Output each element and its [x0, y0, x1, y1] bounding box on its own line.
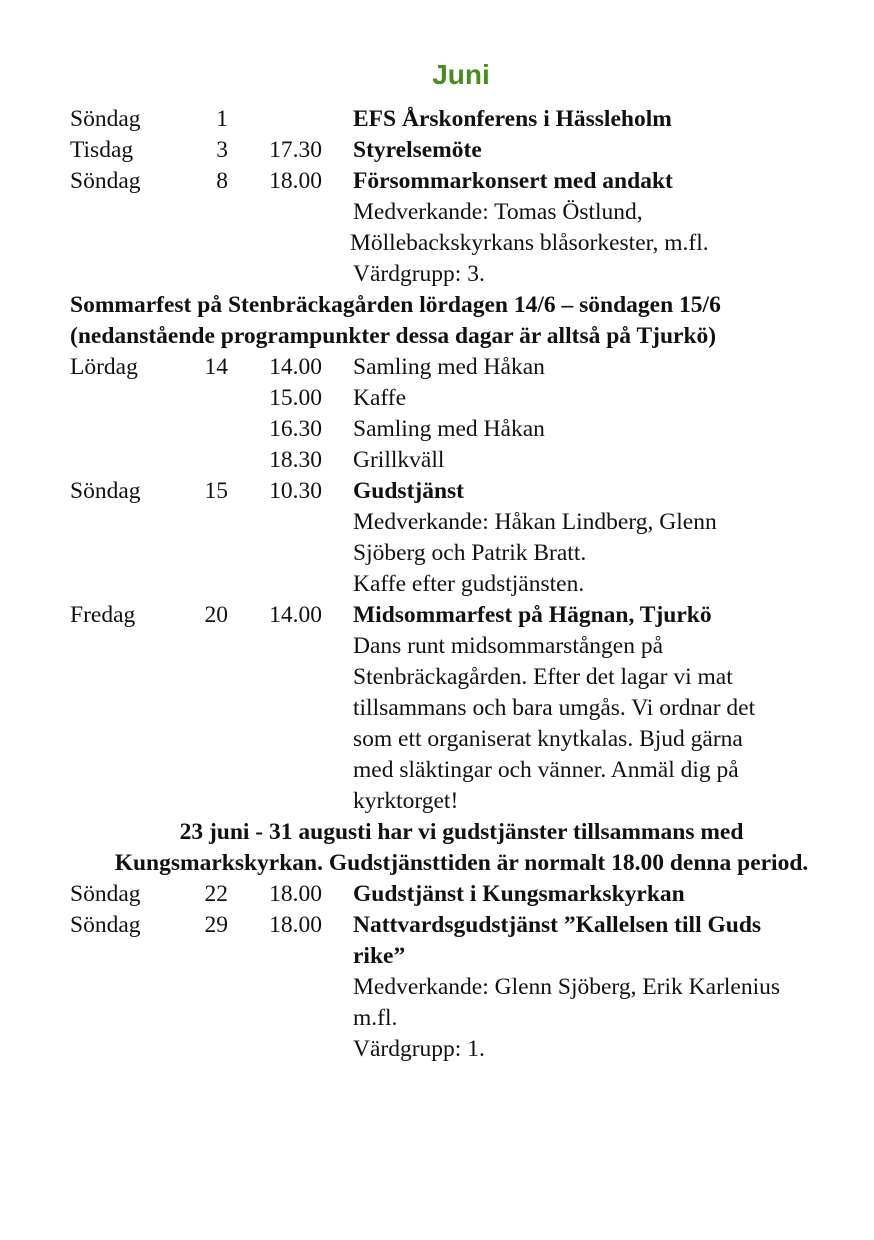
event-day: Tisdag — [70, 137, 134, 163]
event-detail-line: Medverkande: Glenn Sjöberg, Erik Karlenius — [353, 974, 781, 1000]
event-time: 18.00 — [269, 881, 322, 907]
event-row — [70, 879, 860, 910]
event-time: 16.30 — [269, 416, 322, 442]
event-detail-line: Värdgrupp: 1. — [353, 1036, 485, 1062]
event-day: Fredag — [70, 602, 136, 628]
event-row — [70, 476, 860, 600]
event-day: Söndag — [70, 881, 141, 907]
event-title: Gudstjänst i Kungsmarkskyrkan — [353, 881, 685, 907]
event-list — [70, 104, 860, 1065]
notice-line: (nedanstående programpunkter dessa dagar är alltså på Tjurkö) — [70, 323, 717, 349]
event-time: 18.00 — [269, 912, 322, 938]
event-date: 29 — [204, 912, 228, 938]
event-detail-line: Medverkande: Tomas Östlund, — [353, 199, 643, 225]
event-day: Söndag — [70, 912, 141, 938]
notice-sommarfest — [70, 290, 860, 352]
event-title: Styrelsemöte — [353, 137, 482, 163]
event-description — [353, 476, 853, 600]
event-date: 1 — [216, 106, 228, 132]
event-description — [350, 166, 853, 290]
notice-line: 23 juni - 31 augusti har vi gudstjänster tillsammans med — [179, 819, 744, 845]
event-row — [70, 135, 860, 166]
event-time: 14.00 — [269, 602, 322, 628]
event-day: Söndag — [70, 168, 141, 194]
event-description — [353, 414, 853, 445]
event-description — [353, 879, 853, 910]
event-detail-line: Kaffe — [353, 385, 407, 411]
event-title-continued: rike” — [353, 943, 406, 969]
event-date: 8 — [216, 168, 228, 194]
event-detail-line: Medverkande: Håkan Lindberg, Glenn — [353, 509, 717, 535]
event-title: Försommarkonsert med andakt — [353, 168, 673, 194]
event-time: 14.00 — [269, 354, 322, 380]
notice-line: Kungsmarkskyrkan. Gudstjänsttiden är normalt 18.00 denna period. — [114, 850, 809, 876]
event-description — [353, 445, 853, 476]
event-row — [70, 414, 860, 445]
event-title: Midsommarfest på Hägnan, Tjurkö — [353, 602, 712, 628]
event-detail-line: Grillkväll — [353, 447, 445, 473]
event-day: Söndag — [70, 106, 141, 132]
event-description — [353, 104, 853, 135]
event-date: 14 — [204, 354, 228, 380]
event-description — [353, 352, 853, 383]
event-detail-line: m.fl. — [353, 1005, 398, 1031]
event-row — [70, 166, 860, 290]
event-day: Lördag — [70, 354, 138, 380]
event-detail-line: Möllebackskyrkans blåsorkester, m.fl. — [350, 230, 709, 256]
event-time: 10.30 — [269, 478, 322, 504]
event-title: Gudstjänst — [353, 478, 465, 504]
event-time: 15.00 — [269, 385, 322, 411]
event-description — [353, 383, 853, 414]
event-detail-line: Värdgrupp: 3. — [353, 261, 485, 287]
event-time: 18.30 — [269, 447, 322, 473]
event-row — [70, 383, 860, 414]
event-row — [70, 600, 860, 817]
event-detail-line: tillsammans och bara umgås. Vi ordnar det — [353, 695, 756, 721]
event-row — [70, 445, 860, 476]
page-title: Juni — [432, 59, 490, 90]
notice-summer — [70, 817, 853, 879]
event-description — [353, 910, 853, 1065]
event-date: 15 — [204, 478, 228, 504]
event-date: 22 — [204, 881, 228, 907]
event-row — [70, 104, 860, 135]
event-time: 17.30 — [269, 137, 322, 163]
event-title: Nattvardsgudstjänst ”Kallelsen till Guds — [353, 912, 762, 938]
event-detail-line: som ett organiserat knytkalas. Bjud gärna — [353, 726, 743, 752]
event-detail-line: Samling med Håkan — [353, 416, 545, 442]
event-day: Söndag — [70, 478, 141, 504]
event-detail-line: Dans runt midsommarstången på — [353, 633, 664, 659]
event-detail-line: Kaffe efter gudstjänsten. — [353, 571, 585, 597]
event-row — [70, 352, 860, 383]
event-detail-line: Stenbräckagården. Efter det lagar vi mat — [353, 664, 733, 690]
event-date: 3 — [216, 137, 228, 163]
event-row — [70, 910, 860, 1065]
notice-line: Sommarfest på Stenbräckagården lördagen 14/6 – söndagen 15/6 — [70, 292, 721, 318]
event-description — [353, 135, 853, 166]
event-detail-line: Samling med Håkan — [353, 354, 545, 380]
event-detail-line: Sjöberg och Patrik Bratt. — [353, 540, 587, 566]
event-date: 20 — [204, 602, 228, 628]
event-time: 18.00 — [269, 168, 322, 194]
event-detail-line: med släktingar och vänner. Anmäl dig på — [353, 757, 739, 783]
event-description — [353, 600, 853, 817]
event-detail-line: kyrktorget! — [353, 788, 459, 814]
event-title: EFS Årskonferens i Hässleholm — [353, 106, 672, 132]
